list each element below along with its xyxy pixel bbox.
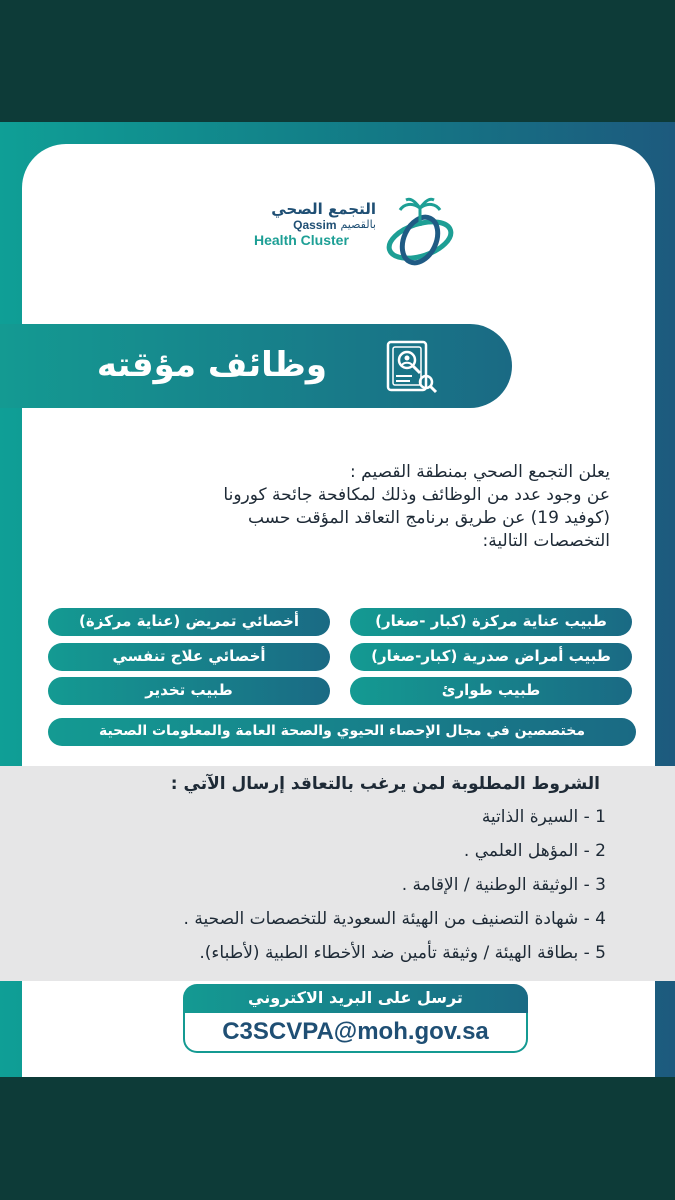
specialty-pill: أخصائي تمريض (عناية مركزة) bbox=[48, 608, 330, 636]
logo-name-ar: التجمع الصحي bbox=[271, 200, 376, 218]
condition-item: 5 - بطاقة الهيئة / وثيقة تأمين ضد الأخطاء الطبية (لأطباء). bbox=[199, 943, 606, 963]
logo-text bbox=[254, 200, 376, 249]
title-banner bbox=[0, 324, 512, 408]
specialty-pill: طبيب طوارئ bbox=[350, 677, 632, 705]
intro-line: يعلن التجمع الصحي بمنطقة القصيم : bbox=[350, 462, 610, 482]
specialty-pill: طبيب عناية مركزة (كبار -صغار) bbox=[350, 608, 632, 636]
condition-item: 2 - المؤهل العلمي . bbox=[463, 841, 606, 861]
condition-item: 1 - السيرة الذاتية bbox=[481, 807, 606, 827]
specialty-pill: طبيب تخدير bbox=[48, 677, 330, 705]
logo bbox=[254, 200, 464, 270]
specialty-pill: طبيب أمراض صدرية (كبار-صغار) bbox=[350, 643, 632, 671]
intro-paragraph bbox=[50, 461, 610, 553]
specialty-pill-wide: مختصصين في مجال الإحصاء الحيوي والصحة العامة والمعلومات الصحية bbox=[48, 718, 636, 746]
email-address[interactable]: C3SCVPA@moh.gov.sa bbox=[183, 1013, 528, 1053]
intro-line: عن وجود عدد من الوظائف وذلك لمكافحة جائحة كورونا bbox=[223, 485, 610, 505]
intro-line: (كوفيد 19) عن طريق برنامج التعاقد المؤقت حسب bbox=[248, 508, 610, 528]
condition-item: 3 - الوثيقة الوطنية / الإقامة . bbox=[401, 875, 606, 895]
condition-item: 4 - شهادة التصنيف من الهيئة السعودية للتخصصات الصحية . bbox=[183, 909, 606, 929]
qassim-health-cluster-logo-icon bbox=[380, 196, 462, 268]
banner-title: وظائف مؤقته bbox=[96, 345, 328, 385]
logo-region-en: Qassim bbox=[293, 218, 337, 232]
poster bbox=[0, 122, 675, 1077]
logo-region-ar: بالقصيم bbox=[340, 218, 376, 231]
specialty-pill: أخصائي علاج تنفسي bbox=[48, 643, 330, 671]
conditions-title: الشروط المطلوبة لمن يرغب بالتعاقد إرسال الآتي : bbox=[170, 774, 600, 794]
email-label: ترسل على البريد الاكتروني bbox=[183, 984, 528, 1014]
document-search-icon bbox=[380, 336, 442, 398]
intro-line: التخصصات التالية: bbox=[482, 531, 610, 551]
logo-org-en: Health Cluster bbox=[254, 232, 349, 248]
